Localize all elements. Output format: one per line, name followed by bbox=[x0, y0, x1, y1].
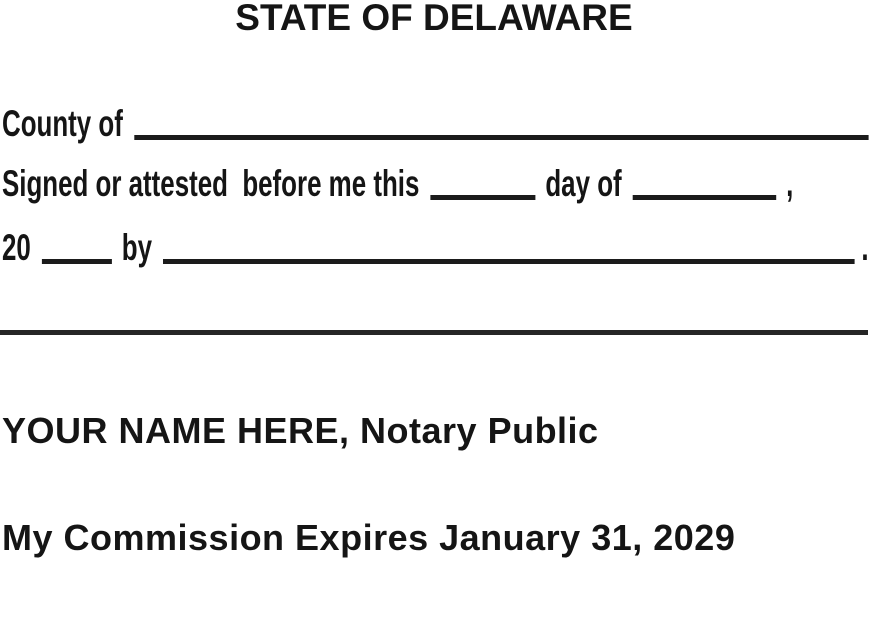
county-label: County of bbox=[2, 103, 123, 144]
day-blank-line bbox=[431, 185, 536, 200]
month-blank-line bbox=[633, 185, 777, 200]
signature-block bbox=[2, 342, 735, 626]
attestation-line bbox=[2, 162, 869, 206]
commission-expiry-line: My Commission Expires January 31, 2029 bbox=[2, 516, 736, 558]
by-label: by bbox=[121, 227, 153, 268]
year-prefix: 20 bbox=[2, 227, 31, 268]
attestation-text: Signed or attested before me this bbox=[2, 163, 420, 204]
stamp-title: STATE OF DELAWARE bbox=[235, 0, 633, 38]
county-blank-line bbox=[134, 125, 869, 140]
notary-name-line: YOUR NAME HERE, Notary Public bbox=[2, 410, 599, 451]
day-of-label: day of bbox=[545, 163, 622, 204]
year-line bbox=[2, 226, 869, 270]
signature-divider-rule bbox=[0, 330, 868, 335]
county-line bbox=[2, 102, 869, 146]
attestation-comma: , bbox=[786, 163, 794, 204]
year-blank-line bbox=[42, 249, 112, 264]
year-line-period: . bbox=[861, 227, 869, 268]
signer-name-blank-line bbox=[163, 249, 854, 264]
